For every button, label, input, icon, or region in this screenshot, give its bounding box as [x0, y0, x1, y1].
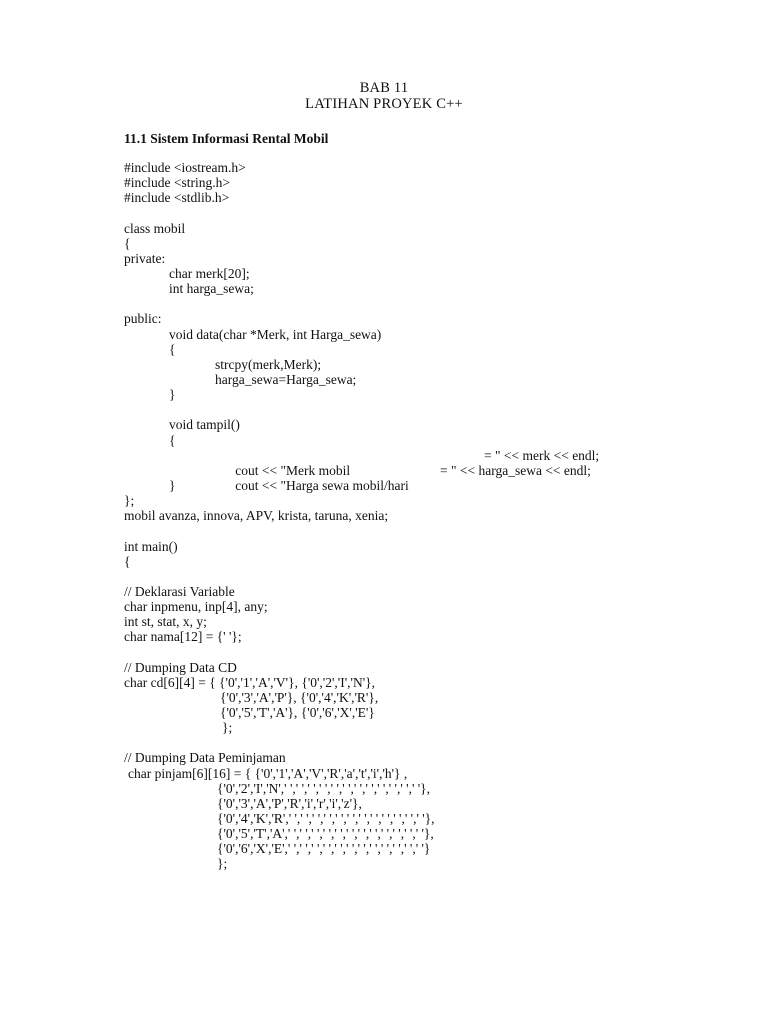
- code-line: strcpy(merk,Merk);: [215, 356, 322, 372]
- code-line: {'0','3','A','P'}, {'0','4','K','R'},: [220, 689, 379, 705]
- code-line: public:: [124, 311, 162, 327]
- code-listing: [124, 160, 744, 872]
- code-line: int harga_sewa;: [169, 281, 254, 297]
- chapter-number: BAB 11: [359, 80, 409, 96]
- code-line: char merk[20];: [169, 265, 250, 281]
- blank-line: [124, 402, 744, 417]
- code-line: #include <stdlib.h>: [124, 190, 230, 206]
- code-line: #include <string.h>: [124, 175, 230, 191]
- code-segment: = " << harga_sewa << endl;: [440, 462, 591, 478]
- code-line: int st, stat, x, y;: [124, 614, 207, 630]
- code-line: {'0','5','T','A'}, {'0','6','X','E'}: [220, 705, 375, 721]
- code-line: #include <iostream.h>: [124, 160, 246, 175]
- blank-line: [124, 523, 744, 538]
- code-line: private:: [124, 250, 166, 266]
- code-line: {: [169, 341, 176, 357]
- code-line: class mobil: [124, 220, 186, 236]
- code-line: void tampil(): [169, 417, 240, 433]
- code-comment: // Deklarasi Variable: [124, 583, 235, 599]
- code-line: };: [217, 856, 228, 872]
- code-line: {: [124, 235, 131, 251]
- blank-line: [124, 569, 744, 584]
- code-line: char pinjam[6][16] = { {'0','1','A','V','R','a','t','i','h'} ,: [128, 765, 408, 781]
- chapter-title: LATIHAN PROYEK C++: [305, 96, 463, 112]
- blank-line: [124, 205, 744, 220]
- code-line: };: [222, 720, 233, 736]
- code-line: {'0','2','I','N',' ',' ',' ',' ',' ',' ',' ',' ',' ',' ',' ',' '},: [217, 780, 431, 796]
- blank-line: [124, 645, 744, 660]
- code-line: {'0','3','A','P','R','i','r','i','z'},: [217, 795, 362, 811]
- code-line: }: [169, 477, 176, 493]
- code-line: {: [169, 432, 176, 448]
- code-line: harga_sewa=Harga_sewa;: [215, 371, 357, 387]
- section-heading: 11.1 Sistem Informasi Rental Mobil: [124, 131, 329, 146]
- blank-line: [124, 735, 744, 750]
- code-comment: // Dumping Data Peminjaman: [124, 750, 286, 766]
- code-comment: // Dumping Data CD: [124, 659, 237, 675]
- code-segment: cout << "Harga sewa mobil/hari: [235, 477, 409, 493]
- code-line: {'0','5','T','A',' ',' ',' ',' ',' ',' ',' ',' ',' ',' ',' ',' '},: [217, 826, 434, 842]
- code-line: char nama[12] = {' '};: [124, 629, 242, 645]
- code-line: [124, 462, 744, 493]
- code-line: char inpmenu, inp[4], any;: [124, 599, 268, 615]
- code-line: char cd[6][4] = { {'0','1','A','V'}, {'0','2','I','N'},: [124, 674, 376, 690]
- blank-line: [124, 296, 744, 311]
- code-line: }: [169, 387, 176, 403]
- code-line: {: [124, 553, 131, 569]
- code-segment: cout << "Merk mobil: [235, 462, 351, 478]
- code-line: mobil avanza, innova, APV, krista, taruna, xenia;: [124, 508, 389, 524]
- code-line: void data(char *Merk, int Harga_sewa): [169, 326, 382, 342]
- code-line: {'0','4','K','R',' ',' ',' ',' ',' ',' ',' ',' ',' ',' ',' ',' '},: [217, 811, 435, 827]
- code-segment: = " << merk << endl;: [484, 447, 600, 463]
- code-line: };: [124, 493, 135, 509]
- code-line: {'0','6','X','E',' ',' ',' ',' ',' ',' ',' ',' ',' ',' ',' ',' '}: [217, 841, 431, 857]
- code-line: int main(): [124, 538, 178, 554]
